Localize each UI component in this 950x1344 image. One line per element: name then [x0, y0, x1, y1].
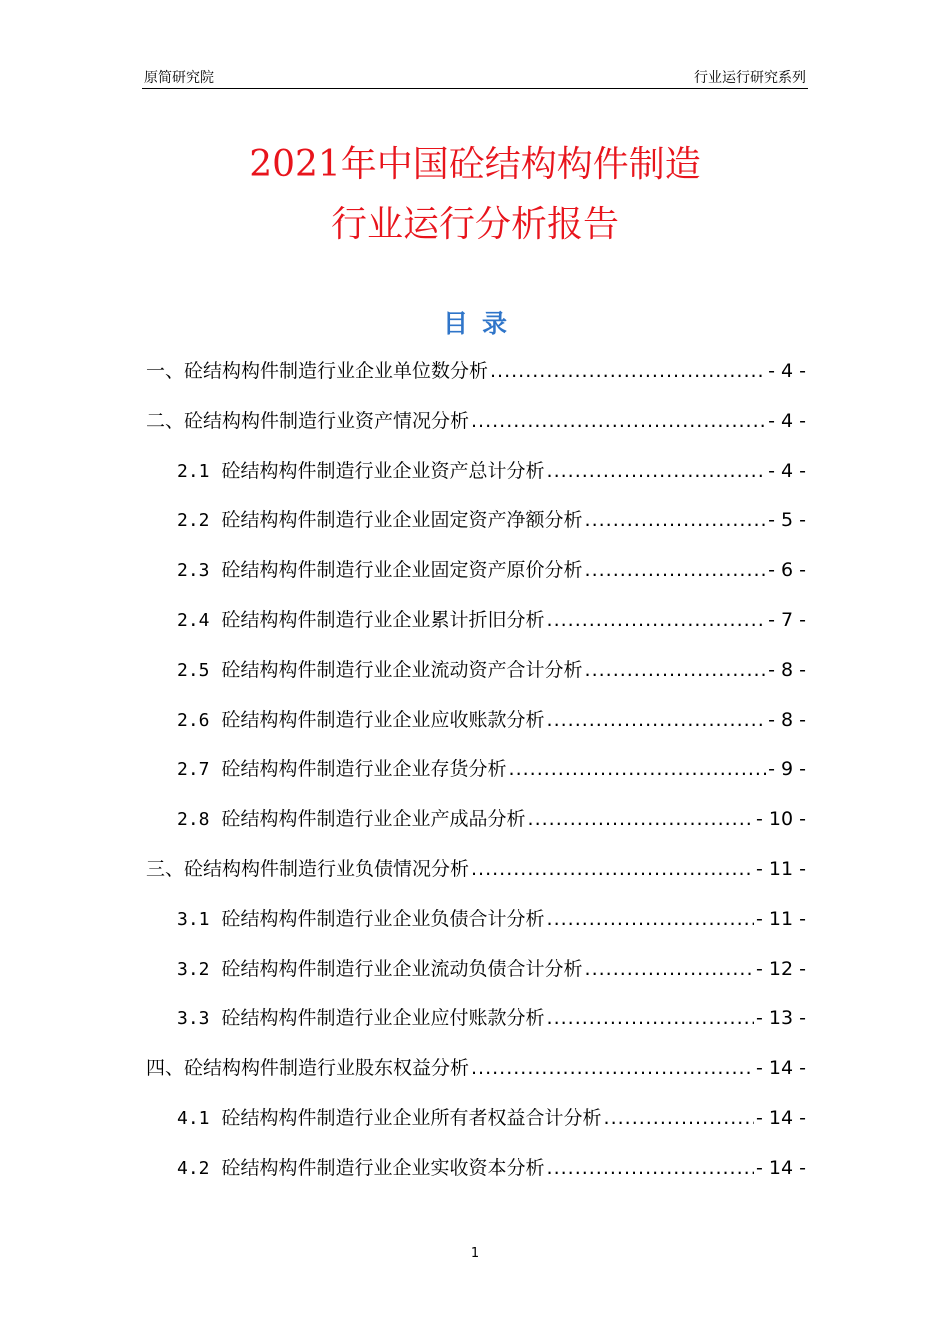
toc-entry-title: 砼结构构件制造行业企业应付账款分析	[221, 1007, 545, 1030]
toc-entry-title: 三、砼结构构件制造行业负债情况分析	[146, 857, 470, 880]
toc-entry[interactable]	[146, 1144, 806, 1194]
toc-entry[interactable]	[146, 496, 806, 546]
toc-entry-title: 二、砼结构构件制造行业资产情况分析	[146, 409, 470, 432]
toc-entry[interactable]	[146, 347, 806, 397]
toc-entry-title: 砼结构构件制造行业企业存货分析	[221, 758, 507, 781]
toc-entry-number: 2.5	[177, 659, 210, 681]
toc-dot-leader	[547, 696, 767, 746]
toc-dot-leader	[490, 347, 766, 397]
toc-entry-page: - 11 -	[756, 907, 806, 930]
toc-dot-leader	[585, 546, 767, 596]
toc-entry-page: - 7 -	[768, 608, 806, 631]
toc-entry-number: 2.8	[177, 809, 210, 831]
toc-entry-page: - 5 -	[768, 509, 806, 532]
toc-entry-page: - 6 -	[768, 559, 806, 582]
toc-entry-title: 砼结构构件制造行业企业产成品分析	[221, 808, 526, 831]
toc-entry-title: 砼结构构件制造行业企业应收账款分析	[221, 708, 545, 731]
toc-entry-page: - 9 -	[768, 758, 806, 781]
toc-entry[interactable]	[146, 1044, 806, 1094]
toc-entry-page: - 12 -	[756, 957, 806, 980]
toc-entry-number: 2.1	[177, 460, 210, 482]
toc-dot-leader	[471, 1044, 754, 1094]
toc-entry-title: 四、砼结构构件制造行业股东权益分析	[146, 1057, 470, 1080]
toc-entry-number: 3.1	[177, 908, 210, 930]
toc-entry-title: 砼结构构件制造行业企业流动资产合计分析	[221, 658, 583, 681]
toc-entry[interactable]	[146, 745, 806, 795]
toc-entry-number: 2.2	[177, 510, 210, 532]
toc-entry[interactable]	[146, 795, 806, 845]
toc-entry-title: 砼结构构件制造行业企业累计折旧分析	[221, 608, 545, 631]
toc-entry-number: 2.4	[177, 609, 210, 631]
toc-dot-leader	[547, 895, 755, 945]
toc-entry[interactable]	[146, 397, 806, 447]
toc-entry-page: - 14 -	[756, 1156, 806, 1179]
header-divider	[142, 88, 808, 89]
toc-entry-page: - 4 -	[768, 360, 806, 382]
toc-entry-number: 3.3	[177, 1008, 210, 1030]
toc-entry-title: 砼结构构件制造行业企业实收资本分析	[221, 1156, 545, 1179]
toc-entry-number: 4.1	[177, 1107, 210, 1129]
toc-entry[interactable]	[146, 845, 806, 895]
toc-heading: 目录	[442, 309, 521, 338]
page-number: 1	[470, 1246, 480, 1261]
toc-entry-title: 一、砼结构构件制造行业企业单位数分析	[146, 360, 489, 382]
toc-entry-page: - 8 -	[768, 708, 806, 731]
toc-dot-leader	[471, 397, 766, 447]
toc-entry[interactable]	[146, 945, 806, 995]
toc-entry-page: - 4 -	[768, 409, 806, 432]
toc-dot-leader	[547, 994, 755, 1044]
toc-entry-page: - 13 -	[756, 1007, 806, 1030]
toc-entry[interactable]	[146, 696, 806, 746]
toc-entry-title: 砼结构构件制造行业企业流动负债合计分析	[221, 957, 583, 980]
toc-entry-number: 2.7	[177, 759, 210, 781]
toc-dot-leader	[585, 496, 767, 546]
report-title-line-2: 行业运行分析报告	[330, 204, 619, 245]
toc-dot-leader	[547, 596, 767, 646]
toc-entry-title: 砼结构构件制造行业企业固定资产净额分析	[221, 509, 583, 532]
toc-entry-number: 3.2	[177, 958, 210, 980]
toc-entry-title: 砼结构构件制造行业企业负债合计分析	[221, 907, 545, 930]
table-of-contents	[146, 347, 806, 1194]
toc-dot-leader	[585, 945, 755, 995]
toc-entry[interactable]	[146, 546, 806, 596]
toc-entry[interactable]	[146, 1094, 806, 1144]
toc-entry-page: - 8 -	[768, 658, 806, 681]
toc-entry[interactable]	[146, 646, 806, 696]
toc-dot-leader	[471, 845, 754, 895]
toc-entry-page: - 4 -	[768, 459, 806, 482]
toc-entry-title: 砼结构构件制造行业企业所有者权益合计分析	[221, 1106, 602, 1129]
toc-entry-number: 2.6	[177, 709, 210, 731]
toc-dot-leader	[547, 447, 767, 497]
toc-dot-leader	[547, 1144, 755, 1194]
toc-dot-leader	[604, 1094, 755, 1144]
toc-entry-number: 4.2	[177, 1157, 210, 1179]
toc-entry-number: 2.3	[177, 560, 210, 582]
header-series-name: 行业运行研究系列	[694, 70, 806, 86]
toc-dot-leader	[509, 745, 767, 795]
toc-entry-page: - 14 -	[756, 1057, 806, 1080]
toc-entry[interactable]	[146, 447, 806, 497]
toc-dot-leader	[528, 795, 755, 845]
toc-entry-page: - 14 -	[756, 1106, 806, 1129]
report-title-line-1: 2021年中国砼结构构件制造	[249, 144, 701, 185]
toc-entry[interactable]	[146, 895, 806, 945]
toc-dot-leader	[585, 646, 767, 696]
toc-entry[interactable]	[146, 994, 806, 1044]
toc-entry-page: - 11 -	[756, 857, 806, 880]
toc-entry-title: 砼结构构件制造行业企业资产总计分析	[221, 459, 545, 482]
toc-entry[interactable]	[146, 596, 806, 646]
toc-entry-page: - 10 -	[756, 808, 806, 831]
toc-entry-title: 砼结构构件制造行业企业固定资产原价分析	[221, 559, 583, 582]
header-org-name: 原简研究院	[144, 70, 214, 86]
